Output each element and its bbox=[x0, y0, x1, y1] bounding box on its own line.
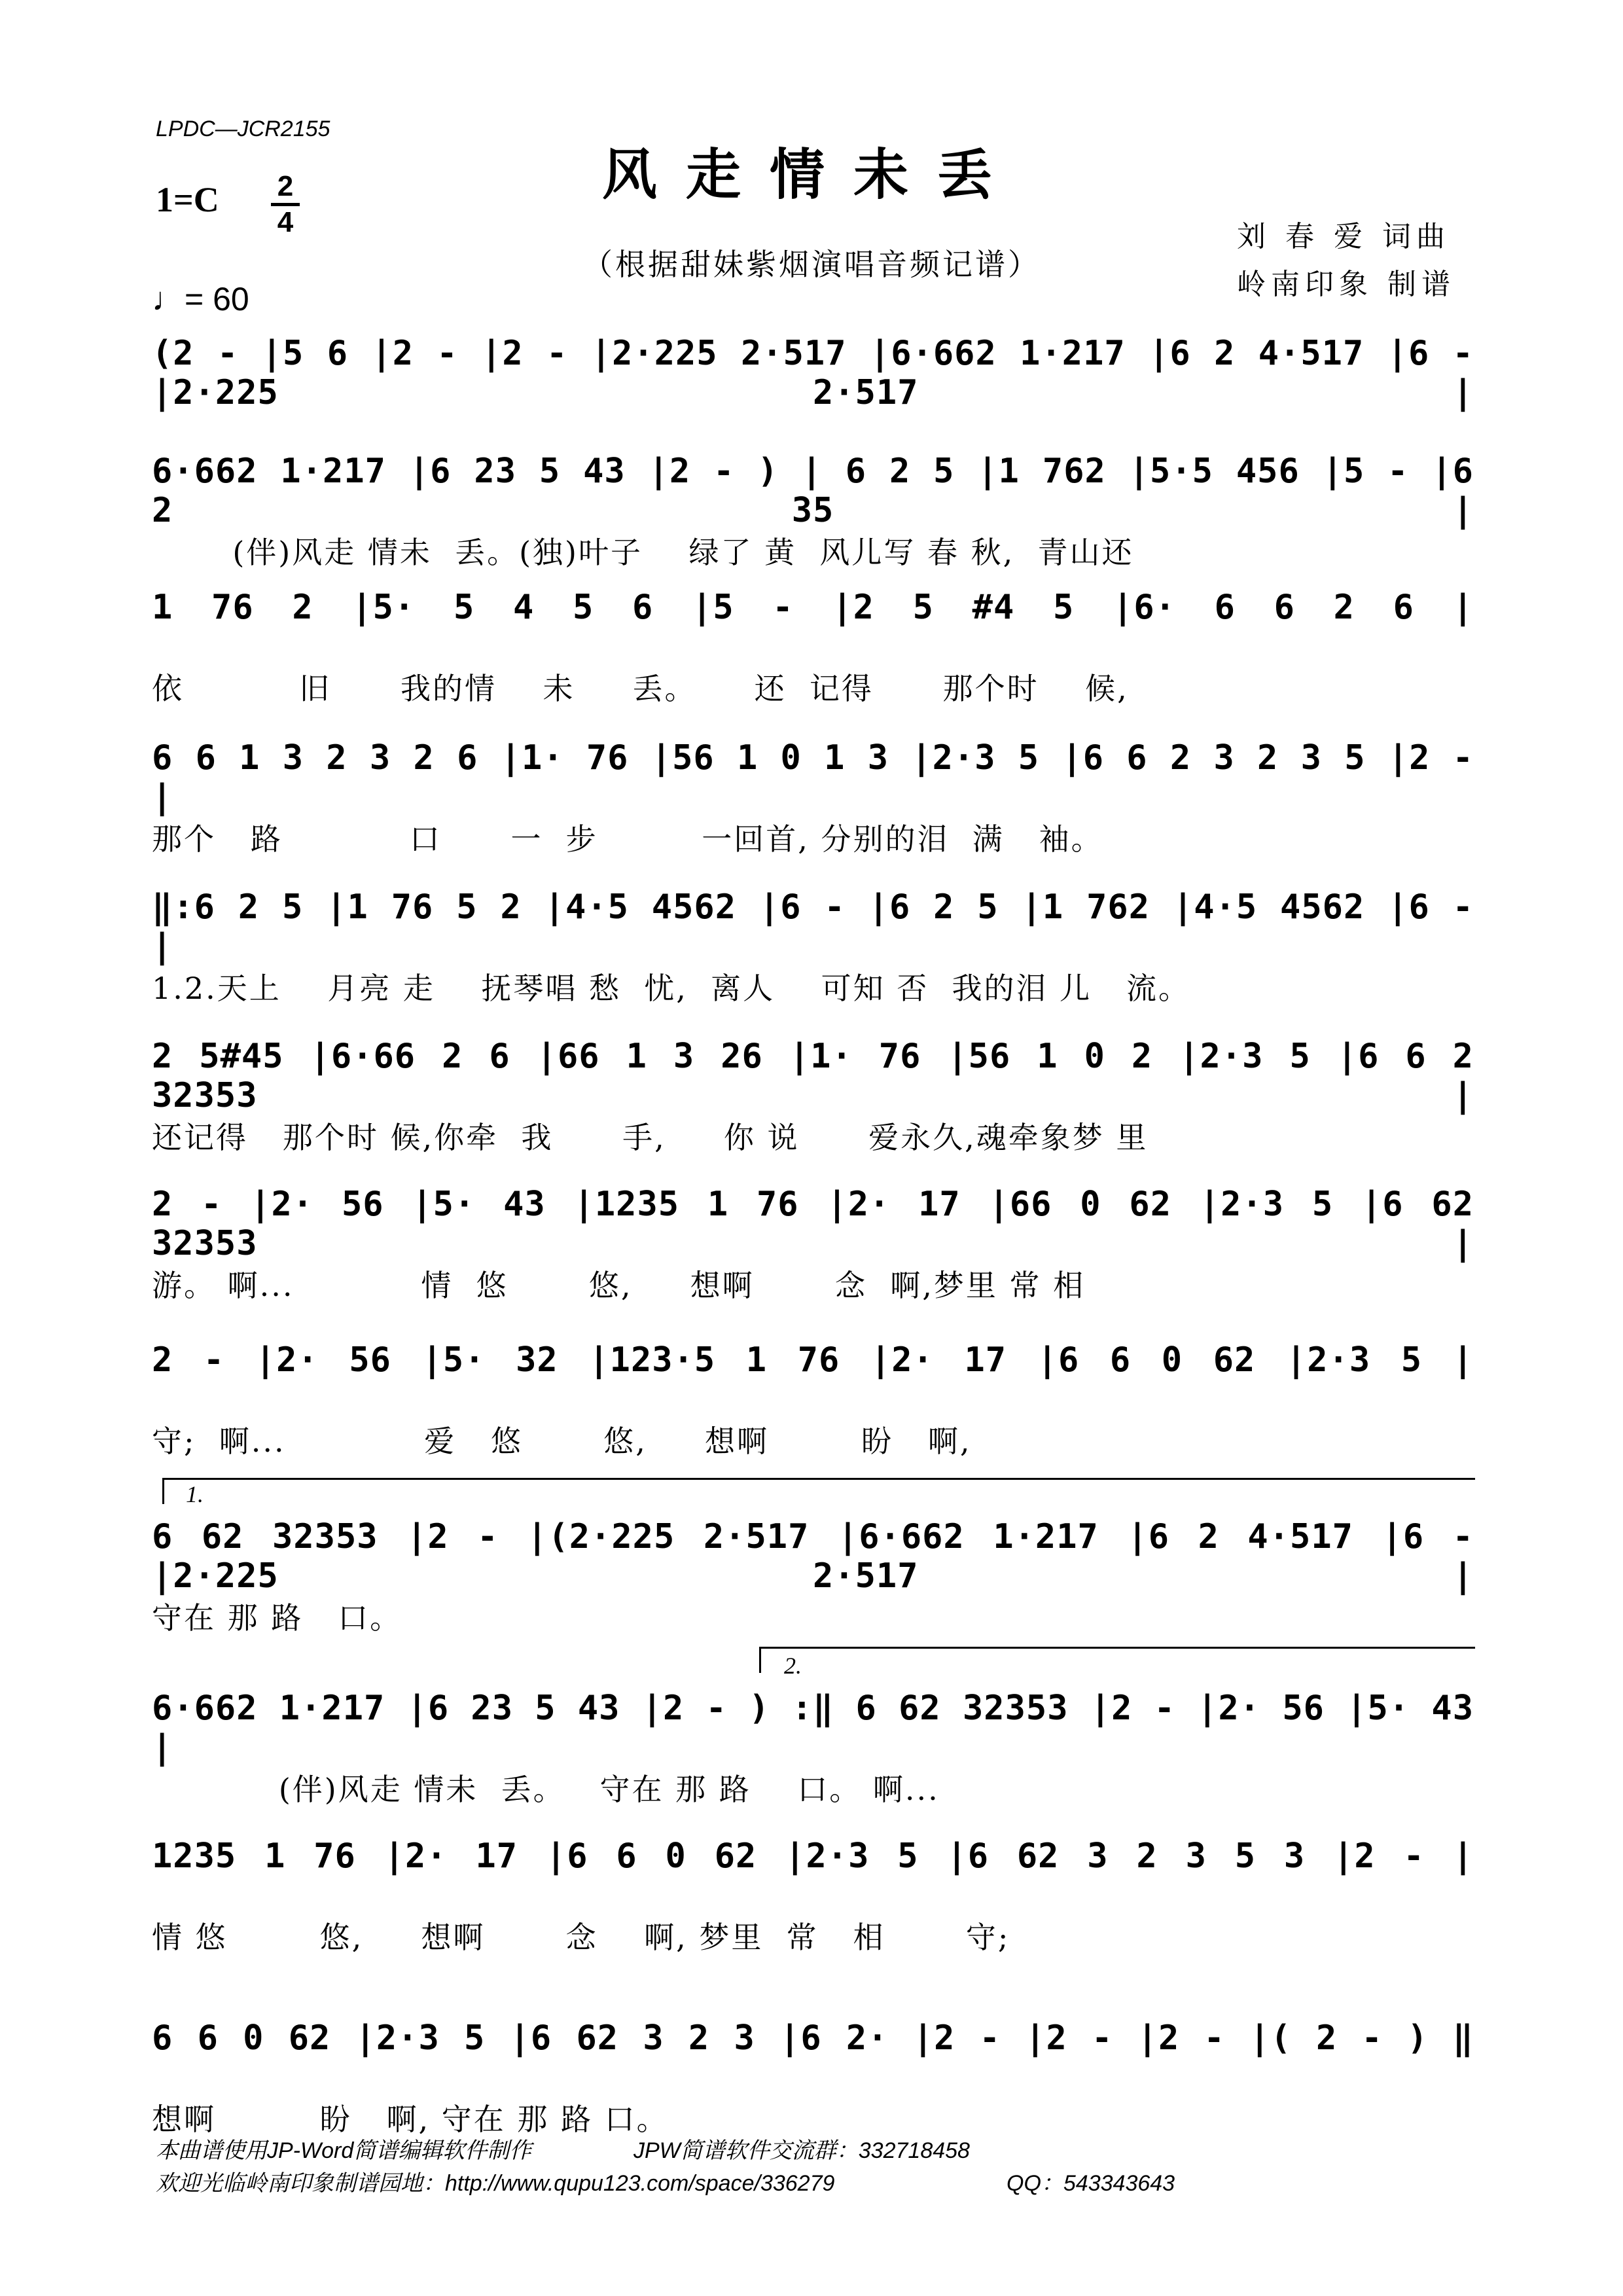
key-signature: 1=C bbox=[156, 180, 219, 219]
second-ending-label: 2. bbox=[784, 1653, 802, 1679]
lyric-row: 情 悠 悠, 想啊 念 啊, 梦里 常 相 守; bbox=[152, 1920, 1010, 1955]
notation-row: 2 - |2· 56 |5· 43 |1235 1 76 |2· 17 |66 0 62 |2·3 5 |6 62 32353 | bbox=[152, 1185, 1474, 1263]
credit-arranger: 岭南印象 制谱 bbox=[1237, 268, 1455, 301]
notation-row: 6 6 1 3 2 3 2 6 |1· 76 |56 1 0 1 3 |2·3 5 |6 6 2 3 2 3 5 |2 - | bbox=[152, 738, 1474, 817]
tempo-mark: ♩= 60 bbox=[152, 281, 249, 317]
lyric-row: 那个 路 口 一 步 一回首, 分别的泪 满 袖。 bbox=[152, 821, 1103, 857]
notation-row: ‖:6 2 5 |1 76 5 2 |4·5 4562 |6 - |6 2 5 |1 762 |4·5 4562 |6 - | bbox=[152, 888, 1474, 966]
first-ending-tick bbox=[162, 1478, 164, 1504]
lyric-row: (伴)风走 情未 丢。 守在 那 路 口。 啊... bbox=[152, 1772, 940, 1807]
footer-website: 欢迎光临岭南印象制谱园地：http://www.qupu123.com/space/336279 bbox=[156, 2171, 835, 2196]
notation-row: 6·662 1·217 |6 23 5 43 |2 - ) :‖ 6 62 32353 |2 - |2· 56 |5· 43 | bbox=[152, 1689, 1474, 1767]
second-ending-tick bbox=[759, 1647, 761, 1673]
notation-row: (2 - |5 6 |2 - |2 - |2·225 2·517 |6·662 1·217 |6 2 4·517 |6 - |2·225 2·517 | bbox=[152, 334, 1474, 412]
notation-row: 6 6 0 62 |2·3 5 |6 62 3 2 3 |6 2· |2 - |2 - |2 - |( 2 - ) ‖ bbox=[152, 2018, 1474, 2058]
lyric-row: 守在 那 路 口。 bbox=[152, 1600, 402, 1636]
notation-row: 1 76 2 |5· 5 4 5 6 |5 - |2 5 #4 5 |6· 6 6 2 6 | bbox=[152, 588, 1474, 627]
notation-row: 2 5#45 |6·66 2 6 |66 1 3 26 |1· 76 |56 1 0 2 |2·3 5 |6 6 2 32353 | bbox=[152, 1037, 1474, 1115]
lyric-row: 想啊 盼 啊, 守在 那 路 口。 bbox=[152, 2102, 669, 2137]
notation-row: 6·662 1·217 |6 23 5 43 |2 - ) | 6 2 5 |1 762 |5·5 456 |5 - |6 2 35 | bbox=[152, 452, 1474, 530]
lyric-row: 游。 啊... 情 悠 悠, 想啊 念 啊,梦里 常 相 bbox=[152, 1268, 1086, 1303]
notation-row: 1235 1 76 |2· 17 |6 6 0 62 |2·3 5 |6 62 3 2 3 5 3 |2 - | bbox=[152, 1837, 1474, 1876]
lyric-row: 还记得 那个时 候,你牵 我 手, 你 说 爱永久,魂牵象梦 里 bbox=[152, 1120, 1149, 1155]
score-code: LPDC—JCR2155 bbox=[156, 117, 330, 141]
second-ending-bracket bbox=[759, 1647, 1475, 1649]
footer-software: 本曲谱使用JP-Word简谱编辑软件制作 bbox=[156, 2138, 532, 2163]
credit-lyrics-music: 刘 春 爱 词曲 bbox=[1237, 220, 1450, 253]
lyric-row: (伴)风走 情未 丢。(独)叶子 绿了 黄 风儿写 春 秋, 青山还 bbox=[152, 535, 1134, 570]
meter-bottom: 4 bbox=[277, 206, 294, 238]
lyric-row: 守; 啊... 爱 悠 悠, 想啊 盼 啊, bbox=[152, 1424, 972, 1459]
song-title: 风走情未丢 bbox=[601, 142, 1021, 207]
first-ending-label: 1. bbox=[186, 1481, 204, 1507]
notation-row: 2 - |2· 56 |5· 32 |123·5 1 76 |2· 17 |6 6 0 62 |2·3 5 | bbox=[152, 1340, 1474, 1380]
lyric-row: 1.2.天上 月亮 走 抚琴唱 愁 忧, 离人 可知 否 我的泪 儿 流。 bbox=[152, 971, 1190, 1006]
time-signature bbox=[268, 171, 302, 238]
subtitle: （根据甜妹紫烟演唱音频记谱） bbox=[582, 247, 1041, 282]
notation-row: 6 62 32353 |2 - |(2·225 2·517 |6·662 1·217 |6 2 4·517 |6 - |2·225 2·517 | bbox=[152, 1517, 1474, 1596]
lyric-row: 依 旧 我的情 未 丢。 还 记得 那个时 候, bbox=[152, 671, 1129, 706]
footer-group: JPW简谱软件交流群：332718458 bbox=[633, 2138, 970, 2163]
footer-qq: QQ：543343643 bbox=[1007, 2171, 1175, 2196]
first-ending-bracket bbox=[162, 1478, 1475, 1480]
meter-top: 2 bbox=[277, 170, 294, 202]
